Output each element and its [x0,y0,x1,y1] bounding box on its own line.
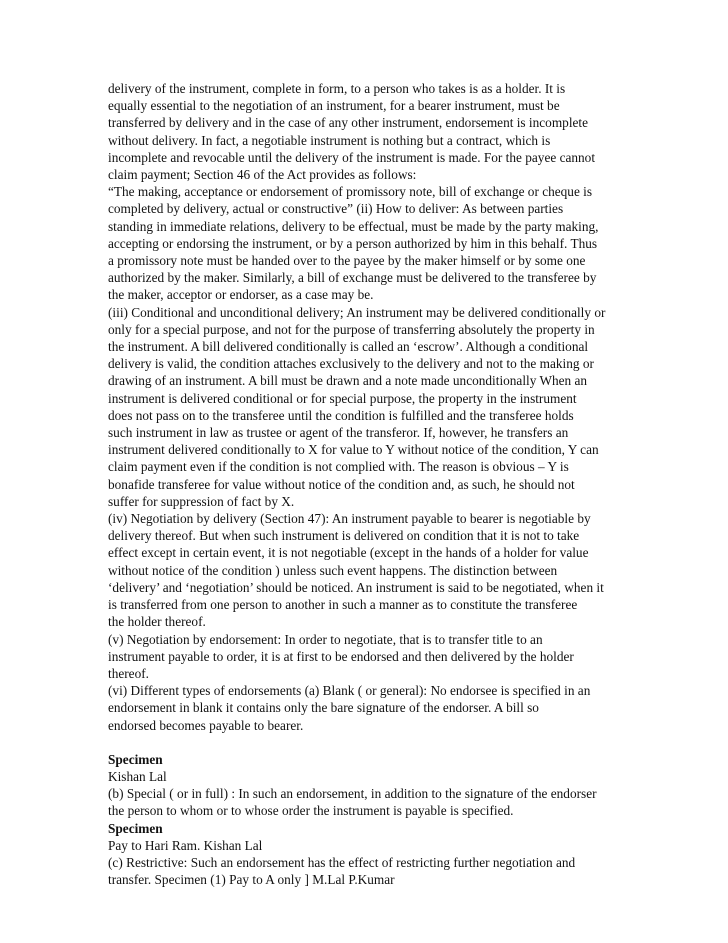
text-line: such instrument in law as trustee or agent of the transferor. If, however, he transfers an [108,425,569,441]
text-line: endorsed becomes payable to bearer. [108,717,304,733]
text-line: the holder thereof. [108,614,206,630]
text-line: only for a special purpose, and not for the purpose of transferring absolutely the property in [108,321,595,337]
specimen-section-1 [108,751,628,820]
text-line: (iii) Conditional and unconditional delivery; An instrument may be delivered conditionally or [108,304,606,320]
text-line: standing in immediate relations, delivery to be effectual, must be made by the party making, [108,218,599,234]
paragraph-gap [108,734,628,751]
text-line: a promissory note must be handed over to the payee by the maker himself or by some one [108,253,586,269]
text-line: the person to whom or to whose order the instrument is payable is specified. [108,803,514,819]
text-line: transfer. Specimen (1) Pay to A only ] M.Lal P.Kumar [108,872,395,888]
text-line: does not pass on to the transferee until the condition is fulfilled and the transferee holds [108,407,574,423]
text-line: delivery thereof. But when such instrument is delivered on condition that it is not to take [108,528,580,544]
text-line: (iv) Negotiation by delivery (Section 47): An instrument payable to bearer is negotiable by [108,511,591,527]
text-line: instrument delivered conditionally to X for value to Y without notice of the condition, Y can [108,442,599,458]
specimen-heading: Specimen [108,820,163,836]
text-line: accepting or endorsing the instrument, or by a person authorized by him in this behalf. Thus [108,235,598,251]
text-line: suffer for suppression of fact by X. [108,493,295,509]
text-line: the instrument. A bill delivered conditionally is called an ‘escrow’. Although a conditional [108,339,589,355]
text-line: Kishan Lal [108,768,167,784]
text-line: the maker, acceptor or endorser, as a case may be. [108,287,374,303]
text-line: (v) Negotiation by endorsement: In order to negotiate, that is to transfer title to an [108,631,543,647]
text-line: delivery is valid, the condition attaches exclusively to the delivery and not to the making or [108,356,594,372]
text-line: equally essential to the negotiation of an instrument, for a bearer instrument, must be [108,98,560,114]
text-line: is transferred from one person to another in such a manner as to constitute the transferee [108,597,578,613]
specimen-section-2 [108,820,628,889]
text-line: instrument is delivered conditional or for special purpose, the property in the instrument [108,390,577,406]
text-line: without delivery. In fact, a negotiable instrument is nothing but a contract, which is [108,132,551,148]
text-line: endorsement in blank it contains only the bare signature of the endorser. A bill so [108,700,539,716]
text-line: Pay to Hari Ram. Kishan Lal [108,837,263,853]
text-line: thereof. [108,665,149,681]
document-page [108,80,628,888]
text-line: authorized by the maker. Similarly, a bill of exchange must be delivered to the transferee by [108,270,597,286]
text-line: claim payment; Section 46 of the Act provides as follows: [108,167,417,183]
text-line: claim payment even if the condition is not complied with. The reason is obvious – Y is [108,459,569,475]
text-line: without notice of the condition ) unless such event happens. The distinction between [108,562,558,578]
text-line: (c) Restrictive: Such an endorsement has the effect of restricting further negotiation and [108,854,576,870]
body-text [108,80,628,734]
specimen-heading: Specimen [108,751,163,767]
text-line: ‘delivery’ and ‘negotiation’ should be noticed. An instrument is said to be negotiated, when it [108,579,604,595]
text-line: delivery of the instrument, complete in form, to a person who takes is as a holder. It is [108,81,566,96]
text-line: completed by delivery, actual or constructive” (ii) How to deliver: As between parties [108,201,564,217]
text-line: (vi) Different types of endorsements (a) Blank ( or general): No endorsee is specified in an [108,683,591,699]
text-line: transferred by delivery and in the case of any other instrument, endorsement is incomplete [108,115,589,131]
text-line: drawing of an instrument. A bill must be drawn and a note made unconditionally When an [108,373,588,389]
text-line: effect except in certain event, it is not negotiable (except in the hands of a holder for value [108,545,589,561]
text-line: (b) Special ( or in full) : In such an endorsement, in addition to the signature of the endorser [108,786,597,802]
text-line: bonafide transferee for value without notice of the condition and, as such, he should not [108,476,575,492]
text-line: “The making, acceptance or endorsement of promissory note, bill of exchange or cheque is [108,184,593,200]
text-line: instrument payable to order, it is at first to be endorsed and then delivered by the holder [108,648,574,664]
text-line: incomplete and revocable until the delivery of the instrument is made. For the payee cannot [108,149,596,165]
